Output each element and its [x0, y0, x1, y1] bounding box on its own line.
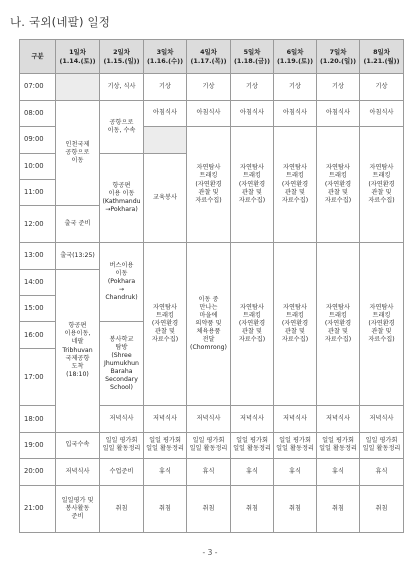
schedule-cell: 취침 [187, 485, 231, 532]
schedule-cell: 자연탐사 트래킹 (자연환경 관찰 및 자료수집) [187, 127, 231, 243]
schedule-cell: 취침 [317, 485, 360, 532]
schedule-cell: 자연탐사 트래킹 (자연환경 관찰 및 자료수집) [144, 243, 187, 406]
time-cell: 10:00 [20, 153, 56, 179]
schedule-cell: 휴식 [360, 459, 404, 485]
schedule-cell: 저녁식사 [187, 406, 231, 432]
schedule-cell: 항공편 이용 이동 (Kathmandu →Pokhara) [100, 153, 144, 243]
schedule-cell: 출국 준비 [56, 206, 100, 243]
schedule-cell: 아침식사 [144, 100, 187, 126]
schedule-cell: 취침 [100, 485, 144, 532]
schedule-cell: 일일 평가회 일일 활동정리 [187, 432, 231, 458]
schedule-cell: 저녁식사 [360, 406, 404, 432]
schedule-cell: 아침식사 [187, 100, 231, 126]
schedule-cell: 기상 [360, 74, 404, 100]
schedule-cell: 아침식사 [231, 100, 274, 126]
header-category: 구분 [20, 40, 56, 74]
header-day-8: 8일차 (1.21.(월)) [360, 40, 404, 74]
header-day-6: 6일차 (1.19.(토)) [274, 40, 317, 74]
schedule-cell: 취침 [144, 485, 187, 532]
header-day-4: 4일차 (1.17.(목)) [187, 40, 231, 74]
schedule-cell: 아침식사 [317, 100, 360, 126]
schedule-cell: 자연탐사 트래킹 (자연환경 관찰 및 자료수집) [360, 243, 404, 406]
empty-cell [144, 127, 187, 153]
schedule-cell: 자연탐사 트래킹 (자연환경 관찰 및 자료수집) [231, 127, 274, 243]
schedule-cell: 이동 중 만나는 마을에 의약품 및 체육용품 전달 (Chomrong) [187, 243, 231, 406]
header-day-7: 7일차 (1.20.(일)) [317, 40, 360, 74]
header-day-1: 1일차 (1.14.(토)) [56, 40, 100, 74]
schedule-cell: 자연탐사 트래킹 (자연환경 관찰 및 자료수집) [360, 127, 404, 243]
schedule-cell: 기상 [144, 74, 187, 100]
schedule-cell: 자연탐사 트래킹 (자연환경 관찰 및 자료수집) [274, 127, 317, 243]
schedule-cell: 일일 평가회 일일 활동정리 [274, 432, 317, 458]
schedule-cell: 취침 [360, 485, 404, 532]
schedule-cell: 항공편 이용이동, 네팔 Tribhuvan 국제공항 도착 (18:10) [56, 269, 100, 432]
schedule-cell: 휴식 [144, 459, 187, 485]
schedule-cell: 저녁식사 [317, 406, 360, 432]
schedule-cell: 일일 평가회 일일 활동정리 [144, 432, 187, 458]
time-cell: 07:00 [20, 74, 56, 100]
schedule-cell: 휴식 [187, 459, 231, 485]
schedule-cell: 입국수속 [56, 432, 100, 458]
schedule-cell: 일일 평가회 일일 활동정리 [360, 432, 404, 458]
schedule-cell: 기상 [231, 74, 274, 100]
schedule-cell: 휴식 [274, 459, 317, 485]
schedule-cell: 아침식사 [274, 100, 317, 126]
time-cell: 20:00 [20, 459, 56, 485]
schedule-cell: 자연탐사 트래킹 (자연환경 관찰 및 자료수집) [274, 243, 317, 406]
schedule-cell: 교육봉사 [144, 153, 187, 243]
time-cell: 14:00 [20, 269, 56, 295]
header-day-5: 5일차 (1.18.(금)) [231, 40, 274, 74]
schedule-cell: 휴식 [231, 459, 274, 485]
schedule-cell: 출국(13:25) [56, 243, 100, 269]
schedule-cell: 휴식 [317, 459, 360, 485]
schedule-cell: 인천국제 공항으로 이동 [56, 100, 100, 206]
schedule-cell: 일일 평가회 일일 활동정리 [317, 432, 360, 458]
schedule-cell: 일일 평가회 일일 활동정리 [231, 432, 274, 458]
time-cell: 18:00 [20, 406, 56, 432]
schedule-cell: 버스이용 이동 (Pokhara → Chandruk) [100, 243, 144, 322]
schedule-cell: 봉사학교 탐방 (Shree Jhumukhun Baraha Secondary School) [100, 322, 144, 406]
schedule-cell: 저녁식사 [231, 406, 274, 432]
time-cell: 11:00 [20, 179, 56, 205]
schedule-cell: 저녁식사 [100, 406, 144, 432]
page-number: - 3 - [202, 548, 218, 557]
time-cell: 21:00 [20, 485, 56, 532]
schedule-cell: 공항으로 이동, 수속 [100, 100, 144, 153]
schedule-table [19, 39, 404, 533]
time-cell: 13:00 [20, 243, 56, 269]
schedule-cell: 저녁식사 [56, 459, 100, 485]
time-cell: 08:00 [20, 100, 56, 126]
schedule-cell: 일일 평가회 일일 활동정리 [100, 432, 144, 458]
schedule-cell: 취침 [231, 485, 274, 532]
time-cell: 16:00 [20, 322, 56, 348]
schedule-cell: 기상, 식사 [100, 74, 144, 100]
schedule-cell: 자연탐사 트래킹 (자연환경 관찰 및 자료수집) [317, 243, 360, 406]
time-cell: 17:00 [20, 348, 56, 405]
schedule-cell: 아침식사 [360, 100, 404, 126]
schedule-cell: 자연탐사 트래킹 (자연환경 관찰 및 자료수집) [231, 243, 274, 406]
schedule-cell: 수업준비 [100, 459, 144, 485]
schedule-cell: 기상 [317, 74, 360, 100]
schedule-cell: 일일평가 및 봉사활동 준비 [56, 485, 100, 532]
section-title: 나. 국외(네팔) 일정 [10, 15, 111, 29]
schedule-cell: 저녁식사 [274, 406, 317, 432]
schedule-cell: 자연탐사 트래킹 (자연환경 관찰 및 자료수집) [317, 127, 360, 243]
schedule-cell: 취침 [274, 485, 317, 532]
empty-cell [56, 74, 100, 100]
time-cell: 12:00 [20, 206, 56, 243]
time-cell: 09:00 [20, 127, 56, 153]
schedule-cell: 저녁식사 [144, 406, 187, 432]
header-day-2: 2일차 (1.15.(일)) [100, 40, 144, 74]
header-day-3: 3일차 (1.16.(수)) [144, 40, 187, 74]
time-cell: 15:00 [20, 295, 56, 321]
schedule-cell: 기상 [274, 74, 317, 100]
time-cell: 19:00 [20, 432, 56, 458]
schedule-cell: 기상 [187, 74, 231, 100]
